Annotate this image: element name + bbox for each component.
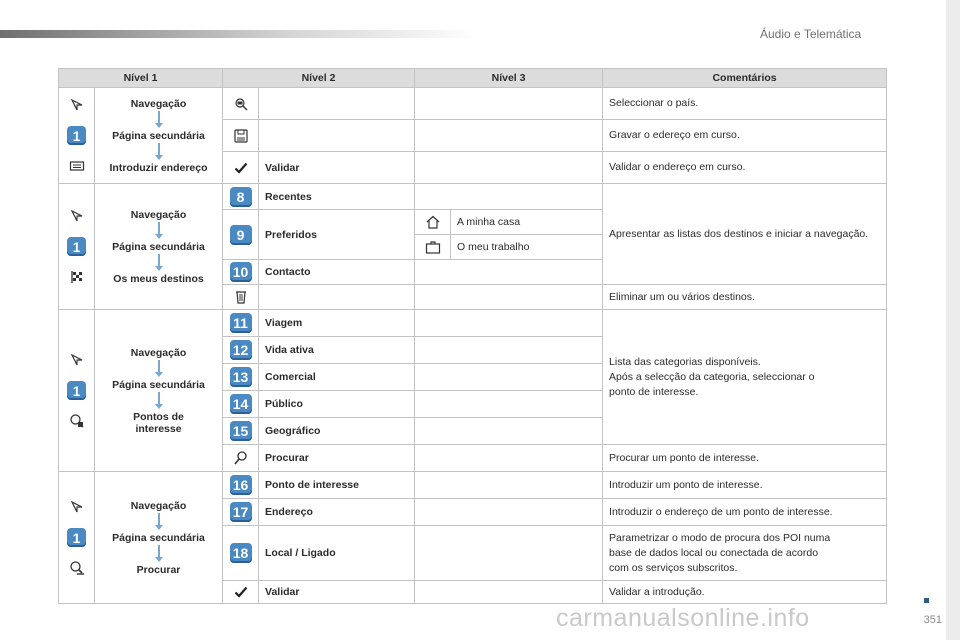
comment-line: base de dados local ou conectada de acordo bbox=[609, 546, 819, 559]
level1-icons-cell bbox=[59, 310, 95, 472]
down-arrow-icon bbox=[153, 512, 165, 532]
level2-label: Vida ativa bbox=[259, 337, 415, 364]
level3-empty bbox=[415, 472, 603, 499]
nav-step-navegacao: Navegação bbox=[130, 499, 187, 512]
level2-label: Público bbox=[259, 391, 415, 418]
level2-label: Local / Ligado bbox=[259, 526, 415, 581]
table-row bbox=[59, 184, 887, 210]
comment-cell: Gravar o edereço em curso. bbox=[603, 120, 887, 152]
page-edge-strip bbox=[946, 0, 960, 640]
comment-line: Lista das categorias disponíveis. bbox=[609, 355, 761, 368]
step-badge: 15 bbox=[230, 421, 252, 441]
nav-step-navegacao: Navegação bbox=[130, 208, 187, 221]
step-badge: 18 bbox=[230, 543, 252, 563]
step-badge: 9 bbox=[230, 225, 252, 245]
page-number: 351 bbox=[923, 614, 942, 626]
secondary-page-badge: 1 bbox=[67, 126, 86, 145]
header-nivel-3: Nível 3 bbox=[415, 69, 603, 88]
comment-cell: Seleccionar o país. bbox=[603, 88, 887, 120]
level2-label: Geográfico bbox=[259, 418, 415, 445]
watermark: carmanualsonline.info bbox=[556, 604, 810, 632]
comment-cell: Introduzir um ponto de interesse. bbox=[603, 472, 887, 499]
level2-icon-cell bbox=[223, 120, 259, 152]
comment-cell bbox=[603, 526, 887, 581]
section-title: Áudio e Telemática bbox=[760, 27, 862, 41]
step-badge: 12 bbox=[230, 340, 252, 360]
comment-line: ponto de interesse. bbox=[609, 385, 699, 398]
level2-label: Contacto bbox=[259, 260, 415, 285]
level3-empty bbox=[415, 445, 603, 472]
navigation-arrow-icon bbox=[68, 351, 86, 369]
level3-empty bbox=[415, 364, 603, 391]
level3-empty bbox=[415, 184, 603, 210]
down-arrow-icon bbox=[153, 142, 165, 162]
down-arrow-icon bbox=[153, 221, 165, 241]
level3-label: A minha casa bbox=[451, 210, 603, 235]
level2-badge-cell bbox=[223, 310, 259, 337]
secondary-page-badge: 1 bbox=[67, 381, 86, 400]
navigation-arrow-icon bbox=[68, 207, 86, 225]
header-nivel-1: Nível 1 bbox=[59, 69, 223, 88]
step-badge: 8 bbox=[230, 187, 252, 207]
level3-empty bbox=[415, 391, 603, 418]
level2-badge-cell bbox=[223, 210, 259, 260]
nav-step-navegacao: Navegação bbox=[130, 346, 187, 359]
secondary-page-badge: 1 bbox=[67, 237, 86, 256]
level2-badge-cell bbox=[223, 418, 259, 445]
comment-cell bbox=[603, 310, 887, 445]
comment-line: Após a selecção da categoria, seleccionar o bbox=[609, 370, 815, 383]
page-marker bbox=[924, 598, 929, 603]
level2-icon-cell bbox=[223, 88, 259, 120]
level3-empty bbox=[415, 310, 603, 337]
level2-icon-cell bbox=[223, 152, 259, 184]
level2-label: Endereço bbox=[259, 499, 415, 526]
text-search-icon bbox=[68, 559, 86, 577]
level2-label: Validar bbox=[259, 581, 415, 604]
level2-label: Validar bbox=[259, 152, 415, 184]
step-badge: 10 bbox=[230, 262, 252, 282]
map-country-icon bbox=[232, 95, 250, 113]
navigation-arrow-icon bbox=[68, 96, 86, 114]
save-icon bbox=[232, 127, 250, 145]
step-badge: 17 bbox=[230, 502, 252, 522]
comment-cell: Validar a introdução. bbox=[603, 581, 887, 604]
briefcase-icon bbox=[424, 238, 442, 256]
trash-icon bbox=[232, 288, 250, 306]
level2-badge-cell bbox=[223, 364, 259, 391]
level3-label bbox=[415, 152, 603, 184]
level3-empty bbox=[415, 581, 603, 604]
header-nivel-2: Nível 2 bbox=[223, 69, 415, 88]
nav-step-introduzir-endereco: Introduzir endereço bbox=[109, 161, 208, 174]
level3-label bbox=[415, 88, 603, 120]
level1-nav-cell bbox=[95, 184, 223, 310]
level1-nav-cell bbox=[95, 88, 223, 184]
level2-label-empty bbox=[259, 285, 415, 310]
level2-badge-cell bbox=[223, 184, 259, 210]
nav-step-pagina-secundaria: Página secundária bbox=[112, 240, 205, 253]
comment-cell: Procurar um ponto de interesse. bbox=[603, 445, 887, 472]
comment-line: Parametrizar o modo de procura dos POI numa bbox=[609, 531, 831, 544]
comment-cell: Eliminar um ou vários destinos. bbox=[603, 285, 887, 310]
level2-icon-cell bbox=[223, 285, 259, 310]
level3-empty bbox=[415, 260, 603, 285]
navigation-arrow-icon bbox=[68, 498, 86, 516]
level2-badge-cell bbox=[223, 499, 259, 526]
level2-label: Comercial bbox=[259, 364, 415, 391]
level1-icons-cell bbox=[59, 88, 95, 184]
level1-nav-cell bbox=[95, 472, 223, 604]
step-badge: 14 bbox=[230, 394, 252, 414]
level2-label: Ponto de interesse bbox=[259, 472, 415, 499]
nav-step-navegacao: Navegação bbox=[130, 97, 187, 110]
step-badge: 16 bbox=[230, 475, 252, 495]
down-arrow-icon bbox=[153, 253, 165, 273]
menu-table bbox=[58, 68, 887, 604]
level3-label bbox=[415, 120, 603, 152]
nav-step-pontos-de-interesse: Pontos de interesse bbox=[133, 410, 184, 435]
step-badge: 13 bbox=[230, 367, 252, 387]
level3-icon-cell bbox=[415, 210, 451, 235]
down-arrow-icon bbox=[153, 110, 165, 130]
level2-badge-cell bbox=[223, 337, 259, 364]
table-header-row bbox=[59, 69, 887, 88]
check-icon bbox=[232, 159, 250, 177]
comment-cell: Validar o endereço em curso. bbox=[603, 152, 887, 184]
step-badge: 11 bbox=[230, 313, 252, 333]
nav-step-pagina-secundaria: Página secundária bbox=[112, 378, 205, 391]
down-arrow-icon bbox=[153, 359, 165, 379]
table-row bbox=[59, 88, 887, 120]
header-accent-bar bbox=[0, 30, 480, 38]
level1-icons-cell bbox=[59, 184, 95, 310]
level3-empty bbox=[415, 526, 603, 581]
level3-icon-cell bbox=[415, 235, 451, 260]
level2-badge-cell bbox=[223, 526, 259, 581]
level3-empty bbox=[415, 285, 603, 310]
poi-search-icon bbox=[68, 412, 86, 430]
nav-step-procurar: Procurar bbox=[136, 563, 181, 576]
level3-empty bbox=[415, 499, 603, 526]
level2-label bbox=[259, 120, 415, 152]
level1-nav-cell bbox=[95, 310, 223, 472]
table-row bbox=[59, 310, 887, 337]
checkered-flag-icon bbox=[68, 268, 86, 286]
level3-label: O meu trabalho bbox=[451, 235, 603, 260]
table-row bbox=[59, 472, 887, 499]
comment-cell: Apresentar as listas dos destinos e iniciar a navegação. bbox=[603, 184, 887, 285]
nav-step-pagina-secundaria: Página secundária bbox=[112, 129, 205, 142]
down-arrow-icon bbox=[153, 391, 165, 411]
comment-cell: Introduzir o endereço de um ponto de interesse. bbox=[603, 499, 887, 526]
nav-step-pagina-secundaria: Página secundária bbox=[112, 531, 205, 544]
down-arrow-icon bbox=[153, 544, 165, 564]
level1-icons-cell bbox=[59, 472, 95, 604]
search-icon bbox=[232, 449, 250, 467]
level2-badge-cell bbox=[223, 260, 259, 285]
level2-label: Recentes bbox=[259, 184, 415, 210]
keyboard-icon bbox=[68, 157, 86, 175]
home-icon bbox=[424, 213, 442, 231]
level2-badge-cell bbox=[223, 391, 259, 418]
check-icon bbox=[232, 583, 250, 601]
comment-line: com os serviços subscritos. bbox=[609, 561, 738, 574]
level3-empty bbox=[415, 337, 603, 364]
nav-step-os-meus-destinos: Os meus destinos bbox=[113, 272, 204, 285]
header-comentarios: Comentários bbox=[603, 69, 887, 88]
level2-icon-cell bbox=[223, 445, 259, 472]
level2-label: Viagem bbox=[259, 310, 415, 337]
level2-label bbox=[259, 88, 415, 120]
secondary-page-badge: 1 bbox=[67, 528, 86, 547]
level2-badge-cell bbox=[223, 472, 259, 499]
level2-label: Procurar bbox=[259, 445, 415, 472]
level2-icon-cell bbox=[223, 581, 259, 604]
level2-label: Preferidos bbox=[259, 210, 415, 260]
level3-empty bbox=[415, 418, 603, 445]
